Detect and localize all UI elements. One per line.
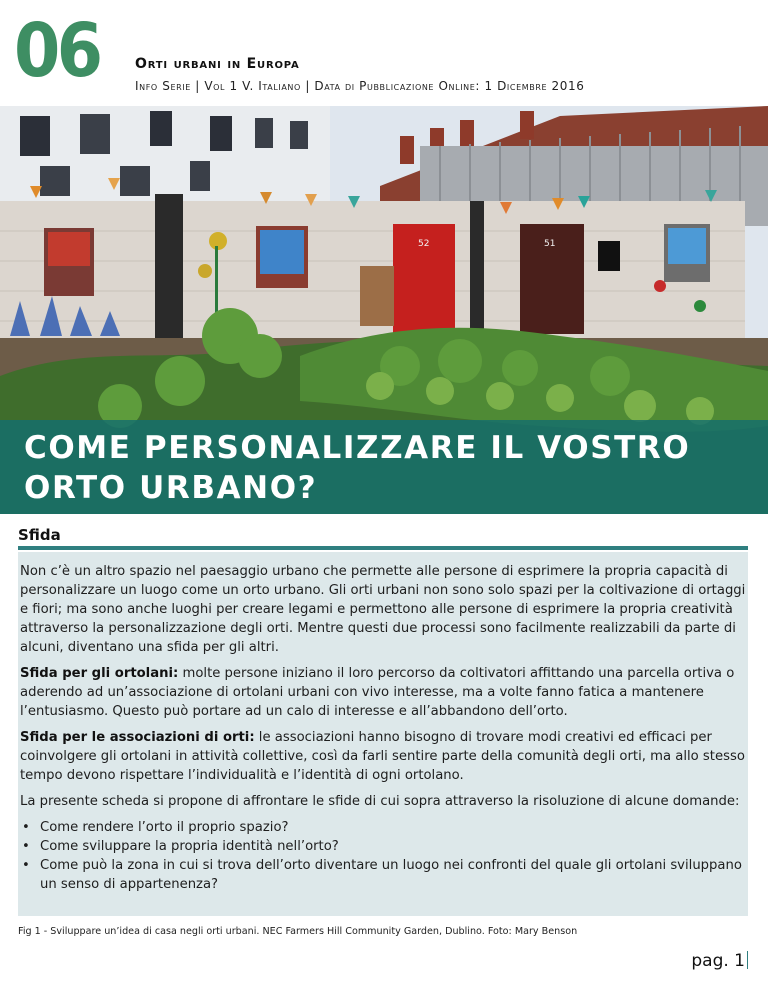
bullet-icon: • xyxy=(22,858,30,873)
door-right-number: 51 xyxy=(544,239,556,249)
list-item: • Come sviluppare la propria identità nell’orto? xyxy=(22,839,339,854)
associations-challenge-label: Sfida per le associazioni di orti: xyxy=(20,730,255,745)
intro-paragraph: Non c’è un altro spazio nel paesaggio urbano che permette alle persone di esprimere la propria capacità di personalizzare un luogo come un orto urbano. Gli orti urbani non sono solo spazi per la coltivazione di ortaggi e fiori; ma sono anche luoghi per creare legami e permettono alle persone di esprimere la propria creatività attraverso la personalizzazione degli orti. Mentre questi due processi sono facilmente realizzabili da parte di alcuni, diventano una sfida per gli altri. xyxy=(20,564,746,655)
gardeners-challenge-text: molte persone iniziano il loro percorso da coltivatori affittando una parcella ortiva o aderendo ad un’associazione di ortolani urbani con vivo interesse, ma a volte fanno fatica a mantenere l’entusiasmo. Questo può portare ad un calo di interesse e all’abbandono dell’orto. xyxy=(20,666,735,719)
list-item: • Come può la zona in cui si trova dell’orto diventare un luogo nei confronti del quale gli ortolani sviluppano un senso di appartenenza? xyxy=(22,858,742,892)
door-left-number: 52 xyxy=(418,239,430,249)
bullet-icon: • xyxy=(22,839,30,854)
associations-challenge-paragraph xyxy=(20,728,748,785)
figure-caption: Fig 1 - Sviluppare un’idea di casa negli orti urbani. NEC Farmers Hill Community Garden, Dublino. Foto: Mary Benson xyxy=(18,926,578,937)
content-box xyxy=(18,552,748,916)
gardeners-challenge-label: Sfida per gli ortolani: xyxy=(20,666,179,681)
page-number: pag. 1 xyxy=(691,951,748,971)
page-bar-divider xyxy=(747,951,748,969)
series-meta: Info Serie | Vol 1 V. Italiano | Data di Pubblicazione Online: 1 Dicembre 2016 xyxy=(135,79,585,93)
series-title: Orti urbani in Europa xyxy=(135,56,300,72)
questions-intro-paragraph: La presente scheda si propone di affrontare le sfide di cui sopra attraverso la risoluzione di alcune domande: xyxy=(20,794,740,809)
issue-number: 06 xyxy=(14,8,100,94)
section-divider xyxy=(18,546,748,550)
gardeners-challenge-paragraph xyxy=(20,664,748,721)
page-title: COME PERSONALIZZARE IL VOSTRO ORTO URBANO? xyxy=(24,430,691,506)
bullet-icon: • xyxy=(22,820,30,835)
header xyxy=(0,0,768,106)
list-item: • Come rendere l’orto il proprio spazio? xyxy=(22,820,289,835)
associations-challenge-text: le associazioni hanno bisogno di trovare modi creativi ed efficaci per coinvolgere gli ortolani in attività collettive, così da farli sentire parte della comunità degli orti, ma allo stesso tempo devono rispettare l’individualità e l’identità di ogni ortolano. xyxy=(20,730,745,783)
section-heading: Sfida xyxy=(18,526,61,544)
questions-list xyxy=(20,818,748,894)
